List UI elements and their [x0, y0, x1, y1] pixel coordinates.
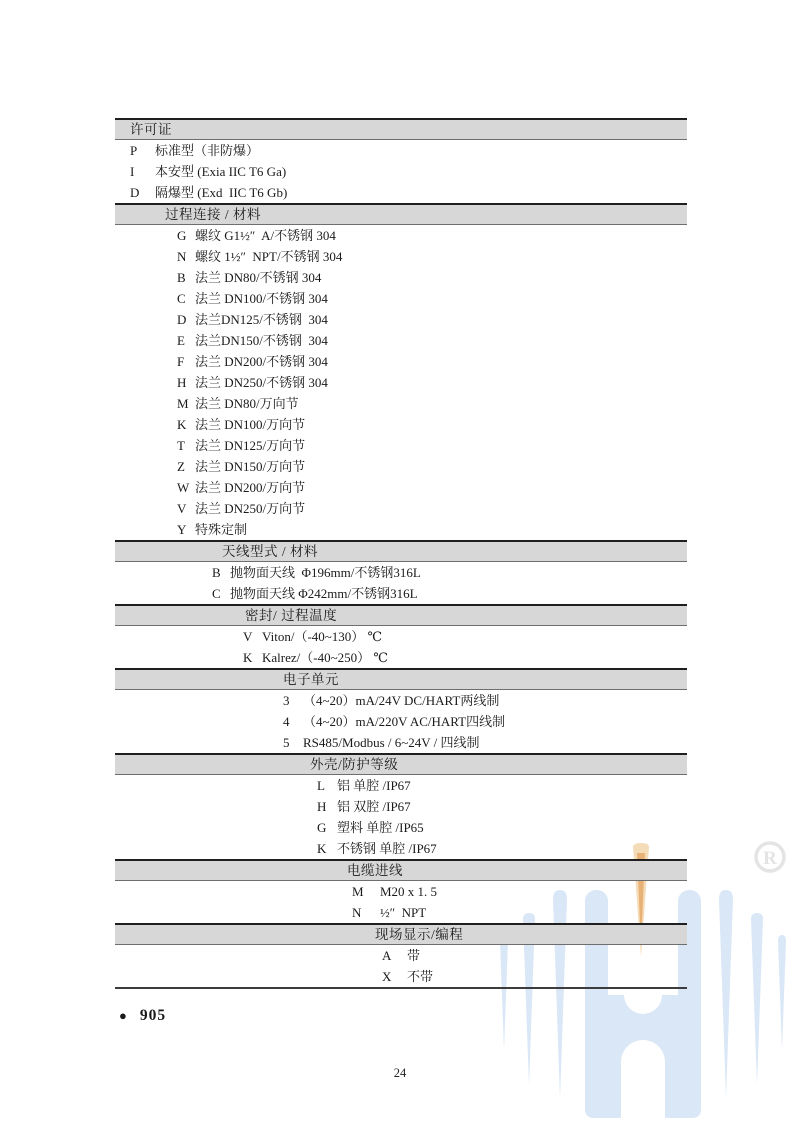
- section-electronics-unit: [115, 668, 687, 753]
- option-desc: 法兰 DN80/万向节: [195, 396, 299, 411]
- registered-trademark-icon: [756, 843, 784, 871]
- option-desc: 螺纹 1½″ NPT/不锈钢 304: [195, 249, 343, 264]
- option-code: M: [352, 884, 364, 899]
- option-code: H: [177, 375, 187, 390]
- table-row: [115, 288, 687, 309]
- section-header: 天线型式 / 材料: [115, 540, 687, 562]
- option-code: B: [177, 270, 186, 285]
- table-row: [115, 945, 687, 966]
- option-code: G: [317, 820, 327, 835]
- option-code: F: [177, 354, 185, 369]
- option-desc: M20 x 1. 5: [380, 884, 438, 899]
- option-code: C: [212, 586, 221, 601]
- section-housing-protection: [115, 753, 687, 859]
- table-row: [115, 498, 687, 519]
- section-header: 外壳/防护等级: [115, 753, 687, 775]
- bullet-icon: ●: [119, 1008, 127, 1023]
- option-desc: （4~20）mA/220V AC/HART四线制: [303, 714, 506, 729]
- table-row: [115, 372, 687, 393]
- option-code: M: [177, 396, 189, 411]
- option-code: H: [317, 799, 327, 814]
- option-desc: 法兰 DN250/不锈钢 304: [195, 375, 328, 390]
- option-code: 3: [283, 693, 290, 708]
- section-cable-entry: [115, 859, 687, 923]
- option-desc: 法兰 DN80/不锈钢 304: [195, 270, 322, 285]
- option-desc: 法兰DN125/不锈钢 304: [195, 312, 328, 327]
- section-header: 密封/ 过程温度: [115, 604, 687, 626]
- table-row: [115, 838, 687, 859]
- option-desc: 法兰 DN100/万向节: [195, 417, 306, 432]
- option-code: 4: [283, 714, 290, 729]
- option-desc: 不锈钢 单腔 /IP67: [337, 841, 437, 856]
- option-desc: 抛物面天线 Φ242mm/不锈钢316L: [230, 586, 418, 601]
- option-desc: 特殊定制: [195, 522, 248, 537]
- option-desc: 法兰 DN100/不锈钢 304: [195, 291, 328, 306]
- table-row: [115, 583, 687, 604]
- table-row: [115, 626, 687, 647]
- section-seal-temperature: [115, 604, 687, 668]
- registered-letter: R: [763, 848, 777, 869]
- table-row: [115, 881, 687, 902]
- option-desc: Viton/（-40~130） ℃: [262, 629, 383, 644]
- option-desc: 法兰 DN200/万向节: [195, 480, 306, 495]
- section-header: 电子单元: [115, 668, 687, 690]
- section-header: 过程连接 / 材料: [115, 203, 687, 225]
- option-code: E: [177, 333, 185, 348]
- option-desc: 法兰 DN250/万向节: [195, 501, 306, 516]
- table-bottom-rule: [115, 987, 687, 989]
- table-row: [115, 435, 687, 456]
- table-row: [115, 817, 687, 838]
- table-row: [115, 966, 687, 987]
- option-code: Z: [177, 459, 185, 474]
- table-row: [115, 732, 687, 753]
- option-desc: 塑料 单腔 /IP65: [337, 820, 424, 835]
- table-row: [115, 711, 687, 732]
- option-code: N: [352, 905, 362, 920]
- section-antenna: [115, 540, 687, 604]
- option-desc: RS485/Modbus / 6~24V / 四线制: [303, 735, 480, 750]
- option-desc: 螺纹 G1½″ A/不锈钢 304: [195, 228, 336, 243]
- table-row: [115, 562, 687, 583]
- section-header: 现场显示/编程: [115, 923, 687, 945]
- option-desc: 抛物面天线 Φ196mm/不锈钢316L: [230, 565, 421, 580]
- page-number: 24: [393, 1066, 407, 1080]
- option-code: B: [212, 565, 221, 580]
- table-row: [115, 309, 687, 330]
- option-desc: 铝 双腔 /IP67: [337, 799, 411, 814]
- table-row: [115, 690, 687, 711]
- option-desc: ½″ NPT: [380, 905, 427, 920]
- table-row: [115, 246, 687, 267]
- table-row: [115, 393, 687, 414]
- option-desc: 隔爆型 (Exd IIC T6 Gb): [155, 185, 288, 200]
- table-row: [115, 267, 687, 288]
- table-row: [115, 775, 687, 796]
- option-desc: 法兰 DN200/不锈钢 304: [195, 354, 328, 369]
- option-code: K: [317, 841, 327, 856]
- option-code: C: [177, 291, 186, 306]
- option-code: L: [317, 778, 325, 793]
- option-desc: 法兰DN150/不锈钢 304: [195, 333, 328, 348]
- section-license: [115, 118, 687, 203]
- option-desc: 法兰 DN150/万向节: [195, 459, 306, 474]
- table-row: [115, 477, 687, 498]
- option-code: W: [177, 480, 190, 495]
- bullet-heading: [119, 1006, 166, 1026]
- table-row: [115, 330, 687, 351]
- option-code: A: [382, 948, 392, 963]
- option-code: N: [177, 249, 187, 264]
- option-code: V: [243, 629, 253, 644]
- option-code: G: [177, 228, 187, 243]
- option-desc: 本安型 (Exia IIC T6 Ga): [155, 164, 287, 179]
- table-row: [115, 140, 687, 161]
- option-code: T: [177, 438, 185, 453]
- option-code: K: [243, 650, 253, 665]
- section-header: 许可证: [115, 118, 687, 140]
- bullet-heading-text: 905: [139, 1007, 167, 1024]
- option-code: V: [177, 501, 187, 516]
- option-code: X: [382, 969, 392, 984]
- option-code: P: [130, 143, 138, 158]
- option-code: D: [177, 312, 187, 327]
- model-code-table: [115, 118, 687, 989]
- table-row: [115, 519, 687, 540]
- option-desc: Kalrez/（-40~250） ℃: [262, 650, 388, 665]
- option-code: K: [177, 417, 187, 432]
- section-header: 电缆进线: [115, 859, 687, 881]
- option-code: Y: [177, 522, 187, 537]
- option-code: 5: [283, 735, 290, 750]
- option-desc: 带: [407, 948, 421, 963]
- option-desc: 不带: [407, 969, 434, 984]
- option-desc: 法兰 DN125/万向节: [195, 438, 306, 453]
- table-row: [115, 182, 687, 203]
- table-row: [115, 456, 687, 477]
- option-code: I: [130, 164, 135, 179]
- option-desc: 标准型（非防爆）: [155, 143, 260, 158]
- table-row: [115, 414, 687, 435]
- section-display-programming: [115, 923, 687, 987]
- table-row: [115, 902, 687, 923]
- option-code: D: [130, 185, 140, 200]
- table-row: [115, 351, 687, 372]
- option-desc: （4~20）mA/24V DC/HART两线制: [303, 693, 500, 708]
- table-row: [115, 647, 687, 668]
- table-row: [115, 161, 687, 182]
- table-row: [115, 225, 687, 246]
- option-desc: 铝 单腔 /IP67: [337, 778, 411, 793]
- table-row: [115, 796, 687, 817]
- section-process-connection: [115, 203, 687, 540]
